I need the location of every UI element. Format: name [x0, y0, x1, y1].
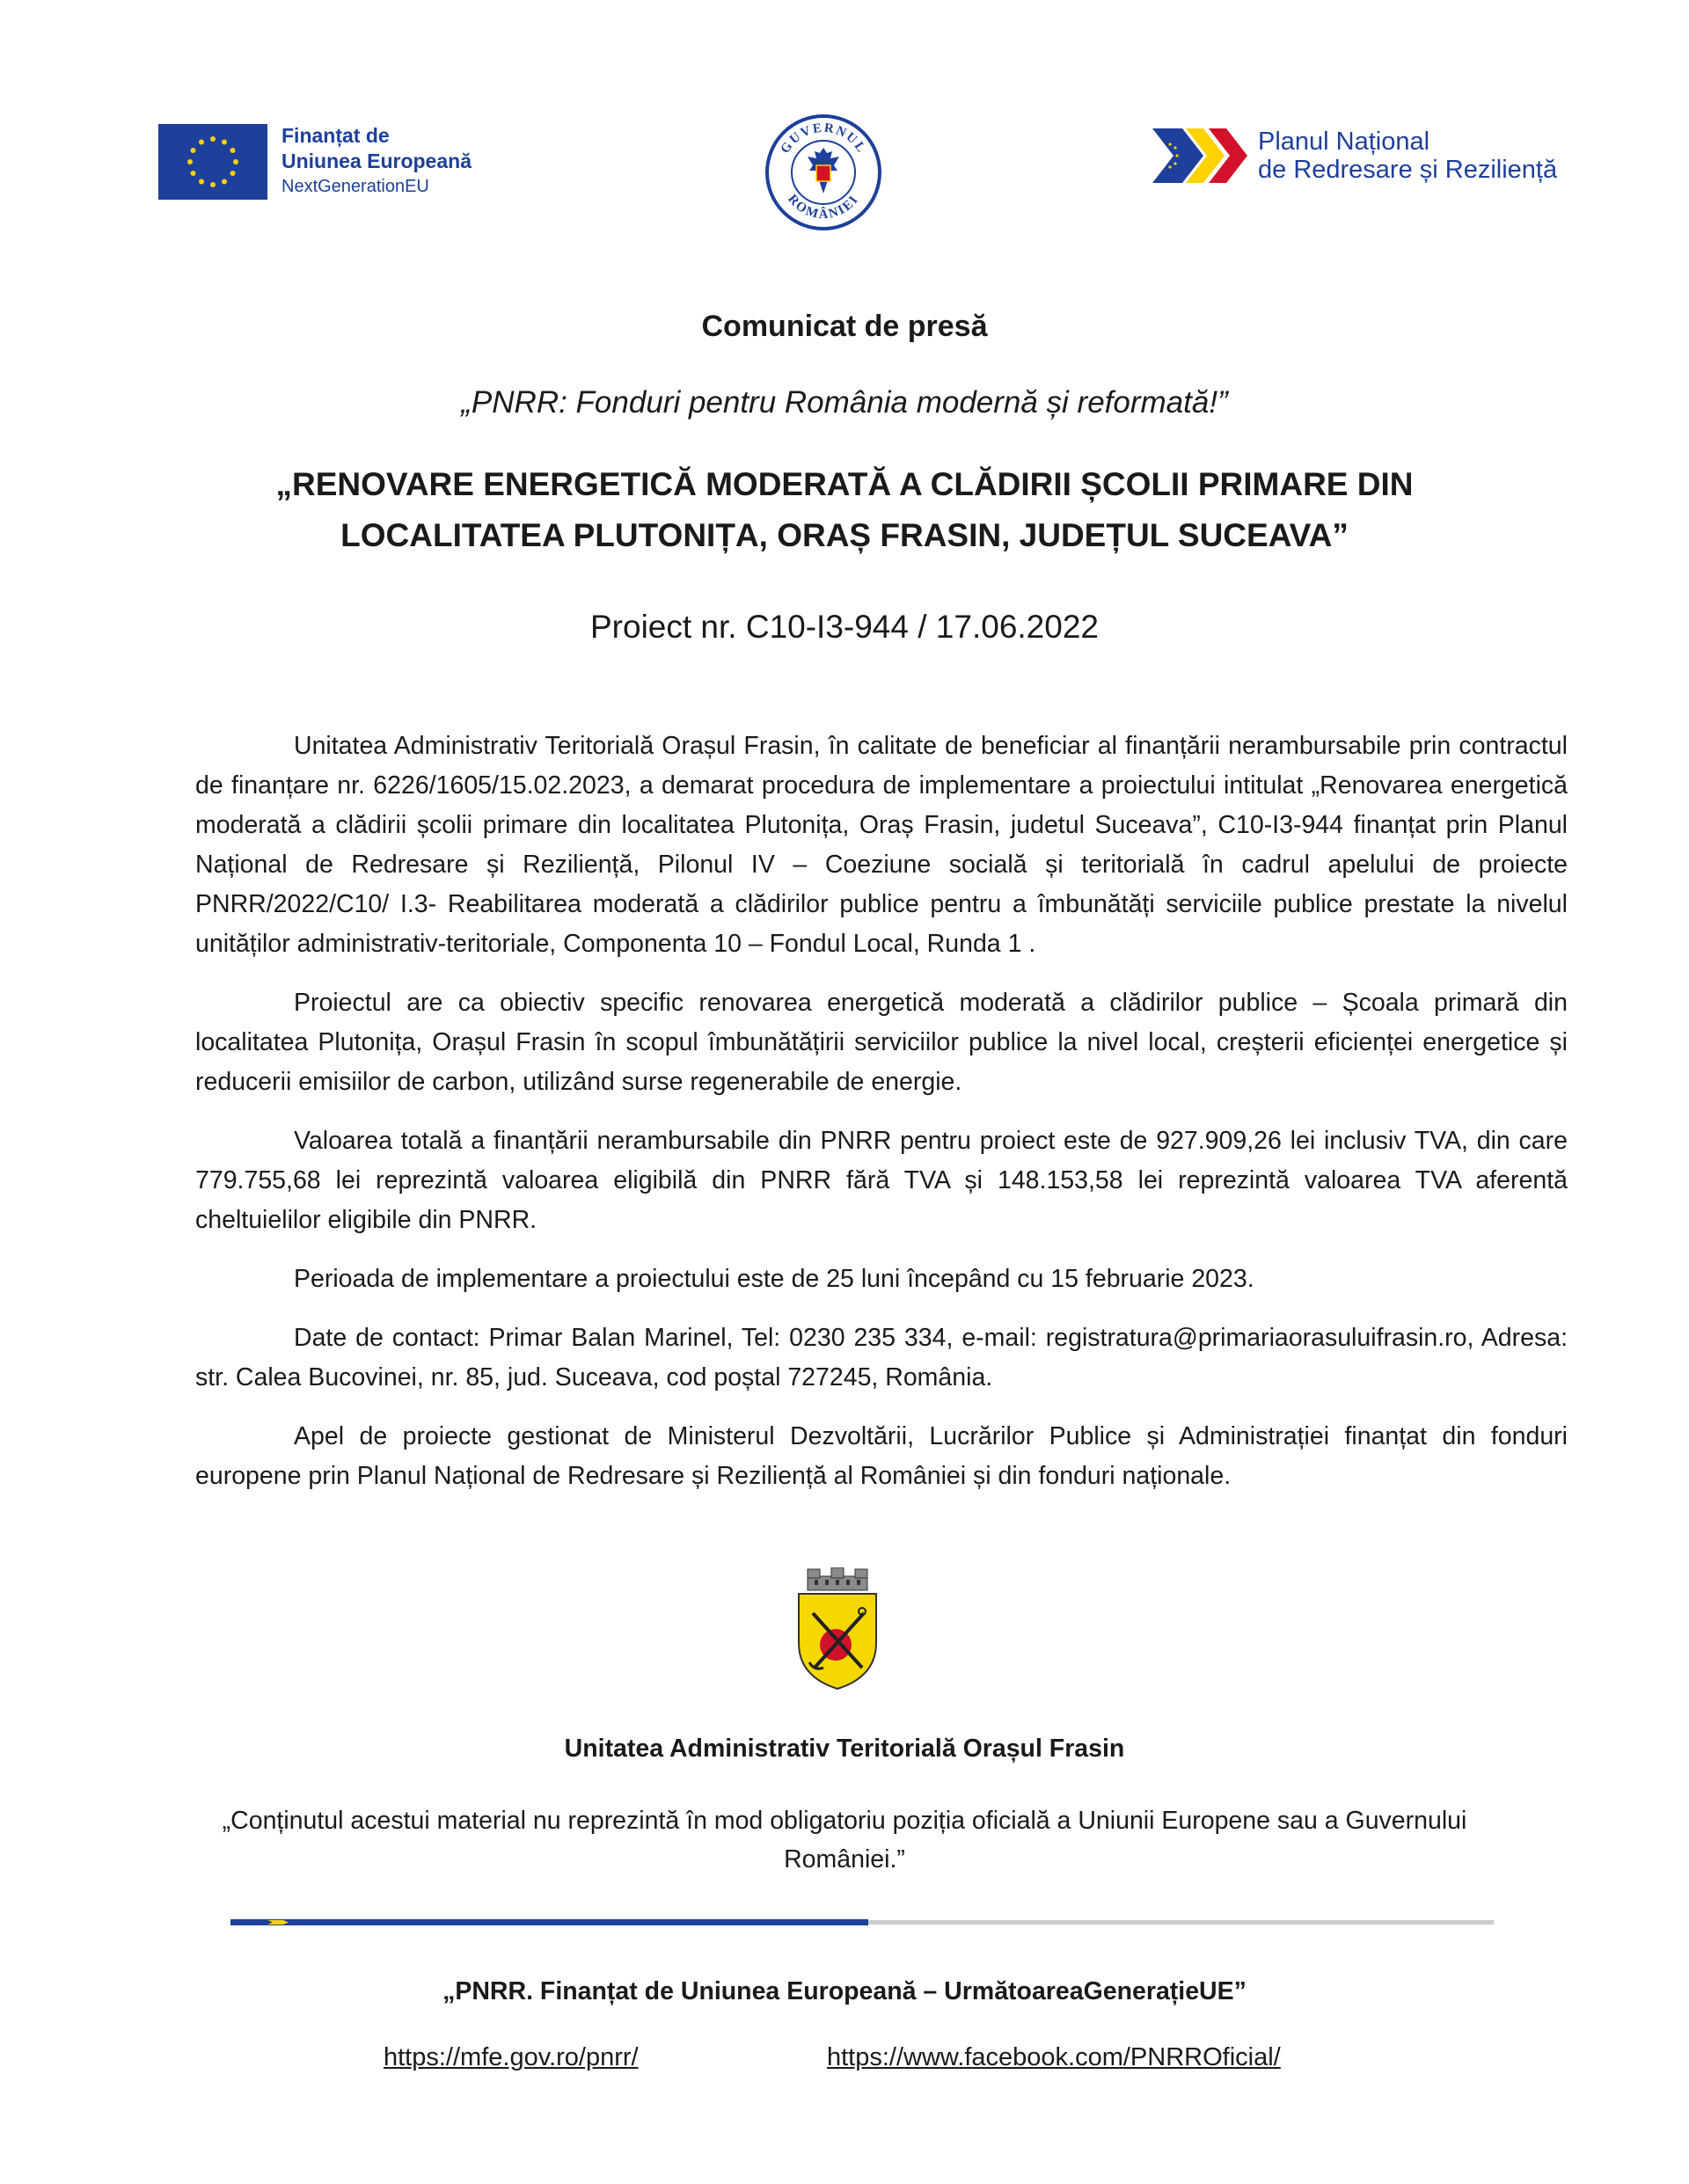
eu-logo-line1: Finanțat de — [282, 124, 390, 147]
eu-logo-line2: Uniunea Europeană — [282, 150, 472, 172]
divider-bar — [230, 1917, 1494, 1926]
paragraph-contact: Date de contact: Primar Balan Marinel, Tel: 0230 235 334, e-mail: registratura@primariaorasuluifrasin.ro, Adresa: str. Calea Bucovinei, nr. 85, jud. Suceava, cod poștal 727245, România. — [195, 1324, 1568, 1391]
romanian-government-seal-icon — [764, 113, 883, 232]
frasin-coat-of-arms-icon — [792, 1567, 883, 1691]
footer-links — [0, 2043, 1689, 2078]
uat-name: Unitatea Administrativ Teritorială Orașul Frasin — [564, 1735, 1125, 1763]
eu-flag-icon — [158, 124, 267, 200]
press-release-title: Comunicat de presă — [701, 310, 988, 343]
press-release-body — [195, 727, 1568, 1516]
pnrr-slogan: „PNRR: Fonduri pentru România modernă și reformată!” — [461, 385, 1228, 420]
pnrr-logo — [1152, 125, 1557, 186]
paragraph-beneficiary: Unitatea Administrativ Teritorială Orașul Frasin, în calitate de beneficiar al finanțării nerambursabile prin contractul de finanțare nr. 6226/1605/15.02.2023, a demarat procedura de implementare a proiectului intitulat „Renovarea energetică moderată a clădirii școlii primare din localitatea Plutonița, Oraș Frasin, judetul Suceava”, C10-I3-944 finanțat prin Planul Național de Redresare și Reziliență, Pilonul IV – Coeziune socială și teritorială în cadrul apelului de proiecte PNRR/2022/C10/ I.3- Reabilitarea moderată a clădirilor publice pentru a îmbunătăți serviciile publice prestate la nivelul unităților administrativ-teritoriale, Componenta 10 – Fondul Local, Runda 1 . — [195, 732, 1568, 958]
project-title-line1: „RENOVARE ENERGETICĂ MODERATĂ A CLĂDIRII ȘCOLII PRIMARE DIN — [275, 466, 1414, 502]
facebook-pnrr-link[interactable]: https://www.facebook.com/PNRROficial/ — [827, 2043, 1281, 2071]
project-title-line2: LOCALITATEA PLUTONIȚA, ORAȘ FRASIN, JUDEȚUL SUCEAVA” — [340, 517, 1349, 553]
project-number: Proiect nr. C10-I3-944 / 17.06.2022 — [590, 609, 1099, 645]
eu-logo-line3: NextGenerationEU — [282, 177, 429, 196]
pnrr-logo-line2: de Redresare și Reziliență — [1258, 156, 1558, 184]
mfe-pnrr-link[interactable]: https://mfe.gov.ro/pnrr/ — [384, 2043, 639, 2071]
eu-disclaimer: „Conținutul acestui material nu reprezintă în mod obligatoriu poziția oficială a Uniunii Europene sau a Guvernului României.” — [222, 1807, 1467, 1874]
paragraph-call-managed-by: Apel de proiecte gestionat de Ministerul Dezvoltării, Lucrărilor Publice și Administrației finanțat din fonduri europene prin Planul Național de Redresare și Reziliență al României și din fonduri naționale. — [195, 1422, 1568, 1490]
paragraph-objective: Proiectul are ca obiectiv specific renovarea energetică moderată a clădirilor publice – Școala primară din localitatea Plutonița, Orașul Frasin în scopul îmbunătățirii serviciilor publice la nivel local, creșterii eficienței energetice și reducerii emisiilor de carbon, utilizând surse regenerabile de energie. — [195, 989, 1568, 1096]
gov-seal-text-top: GUVERNUL — [778, 121, 869, 157]
project-title — [0, 459, 1689, 561]
header-logos — [0, 113, 1689, 223]
gov-seal-text-bottom: ROMÂNIEI — [785, 192, 862, 223]
paragraph-funding-value: Valoarea totală a finanțării nerambursabile din PNRR pentru proiect este de 927.909,26 lei inclusiv TVA, din care 779.755,68 lei reprezintă valoarea eligibilă din PNRR fără TVA și 148.153,58 lei reprezintă valoarea TVA aferentă cheltuielilor eligibile din PNRR. — [195, 1127, 1568, 1234]
eu-funding-logo — [158, 123, 472, 200]
pnrr-logo-line1: Planul Național — [1258, 128, 1430, 156]
paragraph-implementation-period: Perioada de implementare a proiectului este de 25 luni începând cu 15 februarie 2023. — [294, 1265, 1254, 1293]
pnrr-arrows-icon — [1152, 125, 1254, 186]
footer-slogan: „PNRR. Finanțat de Uniunea Europeană – UrmătoareaGenerațieUE” — [442, 1977, 1247, 2005]
